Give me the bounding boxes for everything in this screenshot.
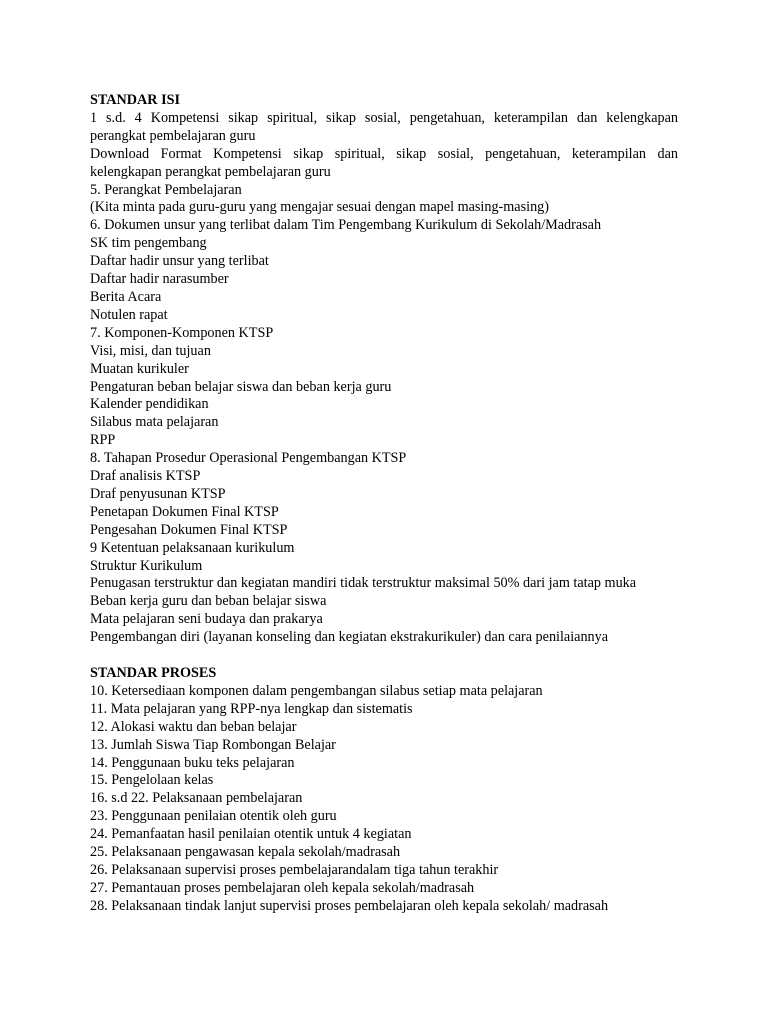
list-item: 5. Perangkat Pembelajaran bbox=[90, 181, 242, 198]
standar-proses-list bbox=[90, 683, 678, 916]
list-item: RPP bbox=[90, 432, 116, 449]
list-item: 24. Pemanfaatan hasil penilaian otentik untuk 4 kegiatan bbox=[90, 826, 412, 843]
standar-isi-list bbox=[90, 182, 678, 648]
intro-line: perangkat pembelajaran guru bbox=[90, 127, 256, 144]
list-item: Muatan kurikuler bbox=[90, 360, 189, 377]
intro-line: kelengkapan perangkat pembelajaran guru bbox=[90, 163, 331, 180]
list-item: 9 Ketentuan pelaksanaan kurikulum bbox=[90, 539, 295, 556]
list-item: Draf analisis KTSP bbox=[90, 468, 201, 485]
list-item: 25. Pelaksanaan pengawasan kepala sekolah/madrasah bbox=[90, 844, 401, 861]
list-item: Visi, misi, dan tujuan bbox=[90, 342, 211, 359]
list-item: 8. Tahapan Prosedur Operasional Pengembangan KTSP bbox=[90, 450, 407, 467]
list-item: Penetapan Dokumen Final KTSP bbox=[90, 503, 279, 520]
list-item: 7. Komponen-Komponen KTSP bbox=[90, 324, 274, 341]
list-item: Penugasan terstruktur dan kegiatan mandiri tidak terstruktur maksimal 50% dari jam tatap muka bbox=[90, 575, 637, 592]
list-item: (Kita minta pada guru-guru yang mengajar sesuai dengan mapel masing-masing) bbox=[90, 199, 549, 216]
heading-standar-proses: STANDAR PROSES bbox=[90, 664, 217, 681]
heading-standar-isi: STANDAR ISI bbox=[90, 92, 181, 108]
list-item: Draf penyusunan KTSP bbox=[90, 485, 226, 502]
intro-line: 1 s.d. 4 Kompetensi sikap spiritual, sikap sosial, pengetahuan, keterampilan dan kelengkapan bbox=[90, 109, 678, 126]
list-item: Kalender pendidikan bbox=[90, 396, 209, 413]
list-item: Beban kerja guru dan beban belajar siswa bbox=[90, 593, 327, 610]
list-item: Pengaturan beban belajar siswa dan beban kerja guru bbox=[90, 378, 392, 395]
list-item: 13. Jumlah Siswa Tiap Rombongan Belajar bbox=[90, 736, 336, 753]
list-item: Silabus mata pelajaran bbox=[90, 414, 219, 431]
list-item: 28. Pelaksanaan tindak lanjut supervisi proses pembelajaran oleh kepala sekolah/ madrasah bbox=[90, 897, 609, 914]
list-item: 14. Penggunaan buku teks pelajaran bbox=[90, 754, 295, 771]
list-item: 23. Penggunaan penilaian otentik oleh guru bbox=[90, 808, 337, 825]
document-page bbox=[90, 92, 678, 916]
list-item: Struktur Kurikulum bbox=[90, 557, 203, 574]
list-item: 12. Alokasi waktu dan beban belajar bbox=[90, 718, 297, 735]
list-item: Notulen rapat bbox=[90, 306, 168, 323]
list-item: 26. Pelaksanaan supervisi proses pembelajarandalam tiga tahun terakhir bbox=[90, 861, 499, 878]
list-item: Pengembangan diri (layanan konseling dan kegiatan ekstrakurikuler) dan cara penilaiannya bbox=[90, 629, 609, 646]
list-item: 10. Ketersediaan komponen dalam pengembangan silabus setiap mata pelajaran bbox=[90, 682, 543, 699]
list-item: Daftar hadir unsur yang terlibat bbox=[90, 253, 269, 270]
list-item: SK tim pengembang bbox=[90, 235, 207, 252]
list-item: Berita Acara bbox=[90, 288, 162, 305]
list-item: Pengesahan Dokumen Final KTSP bbox=[90, 521, 288, 538]
list-item: 27. Pemantauan proses pembelajaran oleh kepala sekolah/madrasah bbox=[90, 879, 475, 896]
list-item: 16. s.d 22. Pelaksanaan pembelajaran bbox=[90, 790, 303, 807]
list-item: Mata pelajaran seni budaya dan prakarya bbox=[90, 611, 323, 628]
intro-line: Download Format Kompetensi sikap spiritual, sikap sosial, pengetahuan, keterampilan dan bbox=[90, 145, 678, 162]
list-item: Daftar hadir narasumber bbox=[90, 271, 229, 288]
section-spacer bbox=[90, 647, 678, 665]
list-item: 15. Pengelolaan kelas bbox=[90, 772, 214, 789]
list-item: 11. Mata pelajaran yang RPP-nya lengkap dan sistematis bbox=[90, 700, 413, 717]
list-item: 6. Dokumen unsur yang terlibat dalam Tim Pengembang Kurikulum di Sekolah/Madrasah bbox=[90, 217, 602, 234]
